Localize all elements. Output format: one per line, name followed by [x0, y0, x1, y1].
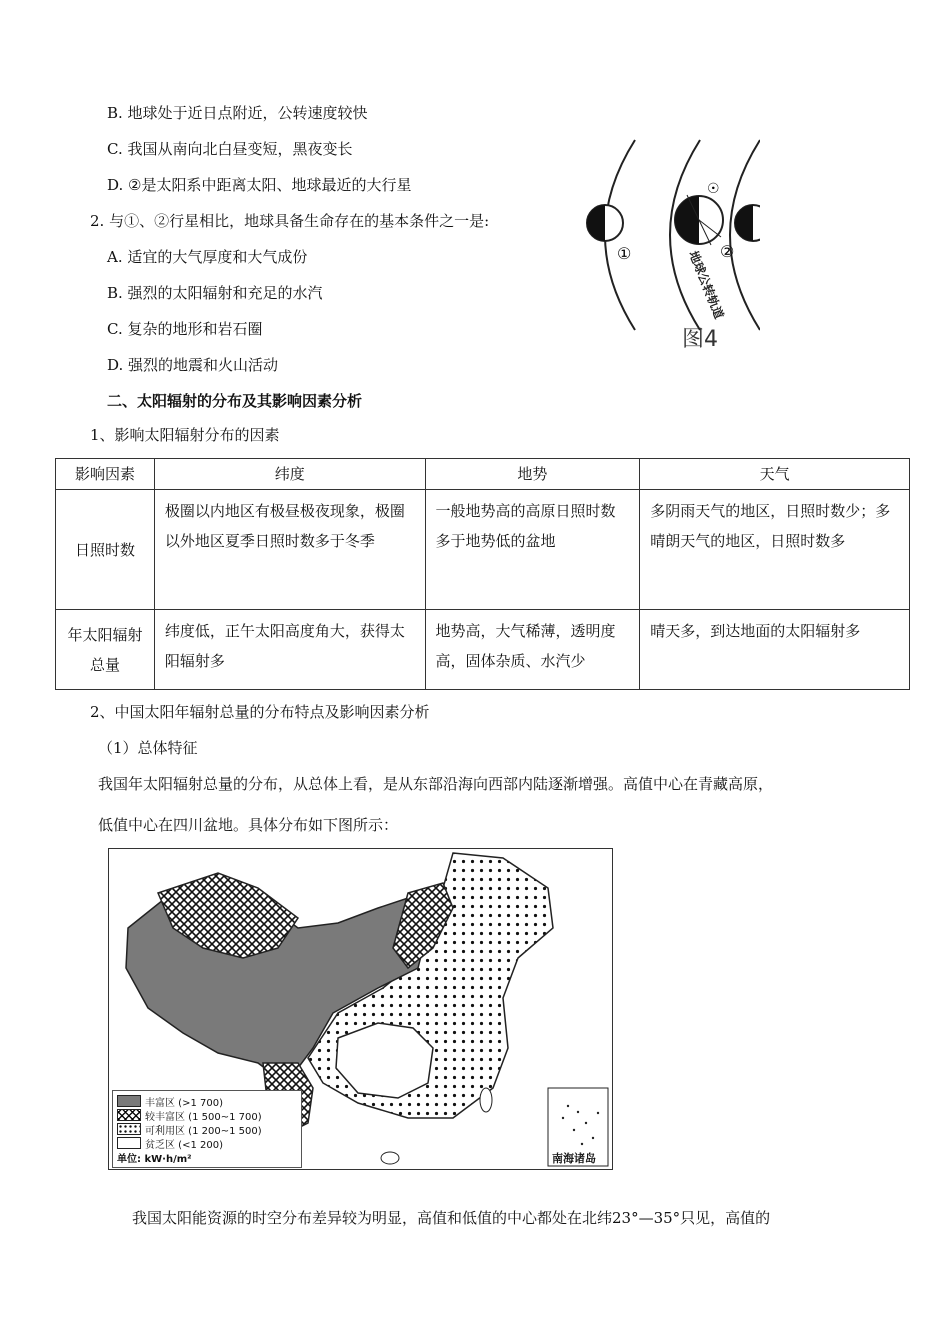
q2-option-d: D. 强烈的地震和火山活动 — [107, 356, 279, 374]
taiwan-island — [480, 1088, 492, 1112]
table-cell: 一般地势高的高原日照时数多于地势低的盆地 — [425, 490, 640, 610]
sub-heading-2: 2、中国太阳年辐射总量的分布特点及影响因素分析 — [90, 703, 430, 721]
q2-option-b: B. 强烈的太阳辐射和充足的水汽 — [107, 284, 323, 302]
legend-item — [117, 1094, 297, 1108]
legend-item — [117, 1122, 297, 1136]
table-row-label: 日照时数 — [56, 490, 155, 610]
table-header-cell: 天气 — [640, 459, 910, 490]
q1-option-b: B. 地球处于近日点附近，公转速度较快 — [107, 104, 368, 122]
section-2-sub1: 1、影响太阳辐射分布的因素 — [90, 426, 280, 444]
legend-label: 丰富区 (>1 700) — [145, 1097, 223, 1109]
planet-1-label: ① — [617, 244, 632, 263]
legend-swatch — [117, 1123, 141, 1135]
earth-night — [675, 196, 699, 244]
table-cell: 极圈以内地区有极昼极夜现象，极圈以外地区夏季日照时数多于冬季 — [154, 490, 425, 610]
planet-1-night — [587, 205, 605, 241]
legend-label: 较丰富区 (1 500~1 700) — [145, 1111, 262, 1123]
table-header-cell: 地势 — [425, 459, 640, 490]
q2-stem: 2. 与①、②行星相比，地球具备生命存在的基本条件之一是: — [90, 212, 490, 230]
q1-option-d: D. ②是太阳系中距离太阳、地球最近的大行星 — [107, 176, 412, 194]
table-cell: 晴天多，到达地面的太阳辐射多 — [640, 610, 910, 690]
q2-option-a: A. 适宜的大气厚度和大气成份 — [107, 248, 308, 266]
legend-swatch — [117, 1137, 141, 1149]
paragraph-1-line-1: 我国年太阳辐射总量的分布，从总体上看，是从东部沿海向西部内陆逐渐增强。高值中心在青藏高原， — [98, 775, 774, 793]
factors-table — [55, 458, 910, 690]
planet-2-label: ② — [720, 242, 735, 261]
figure-4-diagram — [575, 135, 760, 335]
table-row — [56, 490, 910, 610]
legend-item — [117, 1136, 297, 1150]
table-header-cell: 影响因素 — [56, 459, 155, 490]
legend-item — [117, 1108, 297, 1122]
legend-unit: 单位: kW·h/m² — [117, 1153, 192, 1165]
sun-direction-icon: ☉ — [707, 181, 720, 197]
q1-option-c: C. 我国从南向北白昼变短，黑夜变长 — [107, 140, 353, 158]
legend-swatch — [117, 1095, 141, 1107]
table-header-row — [56, 459, 910, 490]
paragraph-1-line-2: 低值中心在四川盆地。具体分布如下图所示： — [98, 816, 399, 834]
inset-label: 南海诸岛 — [552, 1152, 596, 1165]
orbit-label: 地球公转轨道 — [686, 248, 727, 321]
legend-label: 可利用区 (1 200~1 500) — [145, 1125, 262, 1137]
table-row-label: 年太阳辐射总量 — [56, 610, 155, 690]
table-header-cell: 纬度 — [154, 459, 425, 490]
legend-swatch — [117, 1109, 141, 1121]
paragraph-2: 我国太阳能资源的时空分布差异较为明显，高值和低值的中心都处在北纬23°—35°只见，高值的 — [132, 1209, 771, 1227]
planet-2-night — [735, 205, 753, 241]
sub-heading-2-1: （1）总体特征 — [98, 739, 198, 757]
figure-4-caption: 图4 — [682, 327, 718, 352]
q2-option-c: C. 复杂的地形和岩石圈 — [107, 320, 263, 338]
legend-label: 贫乏区 (<1 200) — [145, 1139, 223, 1151]
map-legend — [112, 1090, 302, 1168]
table-cell: 纬度低，正午太阳高度角大，获得太阳辐射多 — [154, 610, 425, 690]
table-cell: 多阴雨天气的地区，日照时数少；多晴朗天气的地区，日照时数多 — [640, 490, 910, 610]
table-cell: 地势高，大气稀薄，透明度高，固体杂质、水汽少 — [425, 610, 640, 690]
hainan-island — [381, 1152, 399, 1164]
section-2-heading: 二、太阳辐射的分布及其影响因素分析 — [107, 392, 363, 410]
table-row — [56, 610, 910, 690]
